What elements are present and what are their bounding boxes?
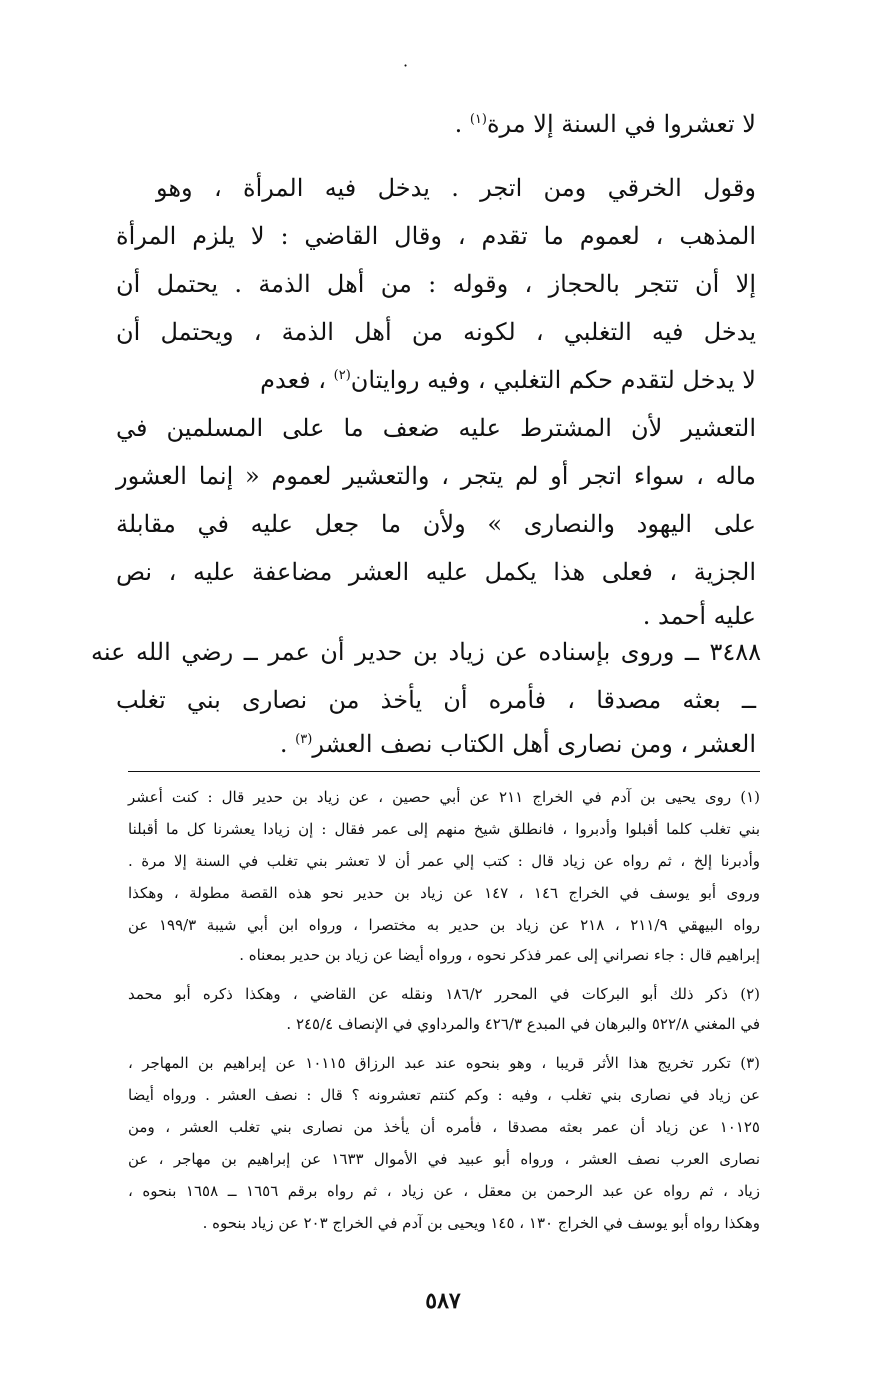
main-text-line: ــ بعثه مصدقا ، فأمره أن يأخذ من نصارى بني تغلب — [116, 686, 756, 714]
main-text-line: على اليهود والنصارى » ولأن ما جعل عليه في مقابلة — [116, 510, 756, 538]
footnote-line: (٣) تكرر تخريج هذا الأثر قريبا ، وهو بنحوه عند عبد الرزاق ١٠١١٥ عن إبراهيم بن المهاجر ، — [128, 1054, 760, 1072]
footnote-line: رواه البيهقي ٢١١/٩ ، ٢١٨ عن زياد بن حدير به مختصرا ، ورواه ابن أبي شيبة ١٩٩/٣ عن — [128, 916, 760, 934]
footnote-line: وهكذا رواه أبو يوسف في الخراج ١٣٠ ، ١٤٥ ويحيى بن آدم في الخراج ٢٠٣ عن زياد بنحوه . — [202, 1214, 760, 1232]
footnote-marker: (٢) — [333, 368, 351, 383]
main-text-line — [116, 108, 756, 140]
main-text-line: وقول الخرقي ومن اتجر . يدخل فيه المرأة ، وهو — [156, 174, 756, 202]
header-dot: · — [403, 56, 409, 75]
main-text-line: عليه أحمد . — [642, 602, 756, 630]
main-text-line: إلا أن تتجر بالحجاز ، وقوله : من أهل الذمة . يحتمل أن — [116, 270, 756, 298]
footnote-marker: (٣) — [295, 732, 313, 747]
line-text: لا يدخل لتقدم حكم التغلبي ، وفيه روايتان — [350, 366, 756, 394]
footnote-line: إبراهيم قال : جاء نصراني إلى عمر فذكر نحوه ، ورواه أيضا عن زياد بن حدير بمعناه . — [239, 946, 760, 964]
footnote-line: (١) روى يحيى بن آدم في الخراج ٢١١ عن أبي حصين ، عن زياد بن حدير قال : كنت أعشر — [128, 788, 760, 806]
footnote-line: في المغني ٥٢٢/٨ والبرهان في المبدع ٤٢٦/٣ والمرداوي في الإنصاف ٢٤٥/٤ . — [286, 1015, 760, 1033]
footnote-line: عن زياد في نصارى بني تغلب ، وفيه : وكم كنتم تعشرونه ؟ قال : نصف العشر . ورواه أيضا — [128, 1086, 760, 1104]
main-text-line: الجزية ، فعلى هذا يكمل عليه العشر مضاعفة عليه ، نص — [116, 558, 756, 586]
main-text-line — [116, 364, 756, 396]
line-text: لا تعشروا في السنة إلا مرة — [486, 110, 756, 138]
line-suffix: . — [454, 110, 470, 138]
footnote-marker: (١) — [469, 112, 487, 127]
footnote-line: نصارى العرب نصف العشر ، ورواه أبو عبيد في الأموال ١٦٣٣ عن إبراهيم بن مهاجر ، عن — [128, 1150, 760, 1168]
footnote-separator — [128, 771, 760, 772]
line-suffix: ، فعدم — [260, 366, 334, 394]
footnote-line: زياد ، ثم رواه عن عبد الرحمن بن معقل ، عن زياد ، ثم رواه برقم ١٦٥٦ ــ ١٦٥٨ بنحوه ، — [128, 1182, 761, 1200]
footnote-line: وروى أبو يوسف في الخراج ١٤٦ ، ١٤٧ عن زياد بن حدير نحو هذه القصة مطولة ، وهكذا — [128, 884, 760, 902]
main-text-line: المذهب ، لعموم ما تقدم ، وقال القاضي : لا يلزم المرأة — [116, 222, 756, 250]
footnote-line: (٢) ذكر ذلك أبو البركات في المحرر ١٨٦/٢ ونقله عن القاضي ، وهكذا ذكره أبو محمد — [128, 985, 760, 1003]
main-text-line: يدخل فيه التغلبي ، لكونه من أهل الذمة ، ويحتمل أن — [116, 318, 756, 346]
main-text-line: التعشير لأن المشترط عليه ضعف ما على المسلمين في — [116, 414, 756, 442]
numbered-entry-line: ٣٤٨٨ ــ وروى بإسناده عن زياد بن حدير أن عمر ــ رضي الله عنه — [91, 638, 761, 666]
footnote-line: بني تغلب كلما أقبلوا وأدبروا ، فانطلق شيخ منهم إلى عمر فقال : إن زيادا يعشرنا كل ما أقبلنا — [128, 820, 760, 838]
footnote-line: ١٠١٢٥ عن زياد أن عمر بعثه مصدقا ، فأمره أن يأخذ من نصارى بني تغلب العشر ، ومن — [128, 1118, 760, 1136]
footnote-line: وأدبرنا إلخ ، ثم رواه عن زياد قال : كتب إلي عمر أن لا تعشر بني تغلب في السنة إلا مرة . — [128, 852, 760, 870]
line-text: العشر ، ومن نصارى أهل الكتاب نصف العشر — [312, 730, 756, 758]
main-text-line: ماله ، سواء اتجر أو لم يتجر ، والتعشير لعموم « إنما العشور — [116, 462, 756, 490]
line-suffix: . — [279, 730, 296, 758]
page-number: ٥٨٧ — [425, 1288, 461, 1314]
main-text-line — [116, 728, 756, 760]
